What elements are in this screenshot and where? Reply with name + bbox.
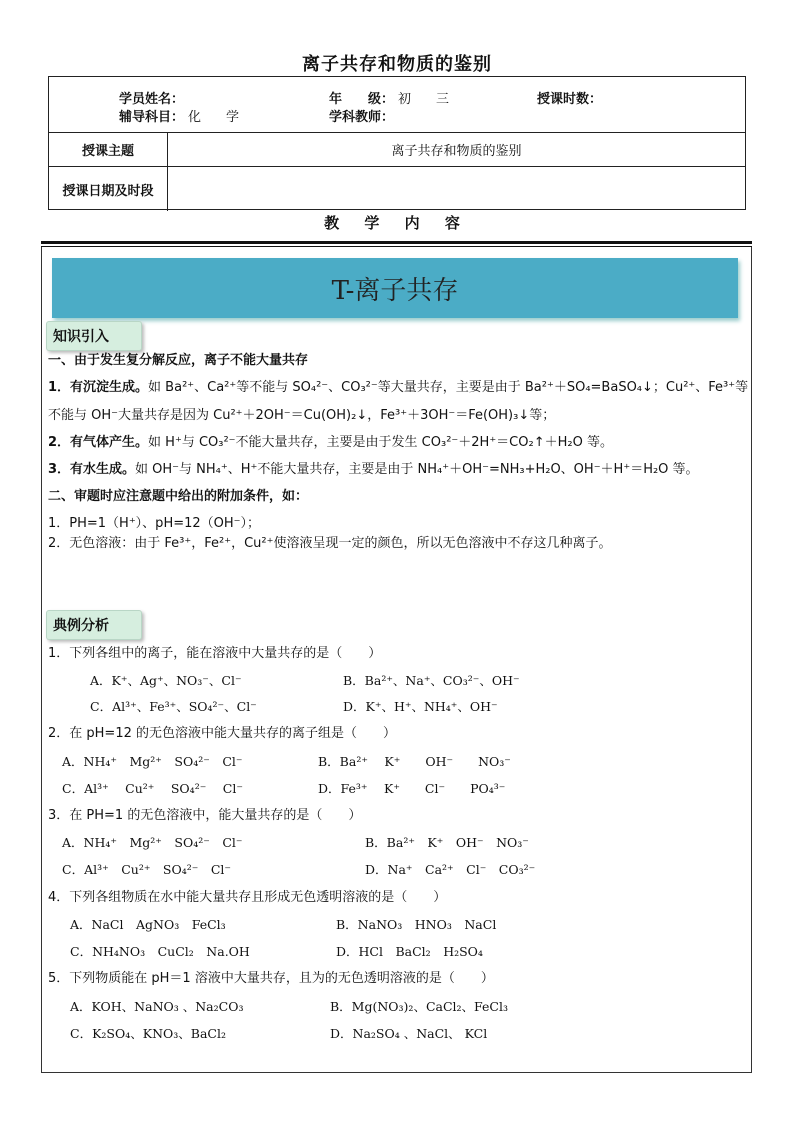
student-name-label: 学员姓名： — [119, 92, 185, 107]
option-c: C．K₂SO₄、KNO₃、BaCl₂ — [70, 1026, 226, 1041]
option-b: B．Ba²⁺ K⁺ OH⁻ NO₃⁻ — [318, 754, 511, 769]
option-d: D．Na⁺ Ca²⁺ Cl⁻ CO₃²⁻ — [365, 862, 536, 877]
point-title: 1．有沉淀生成。 — [48, 380, 149, 395]
date-label: 授课日期及时段 — [49, 167, 168, 211]
section-banner: T-离子共存 — [52, 258, 738, 318]
option-d: D．HCl BaCl₂ H₂SO₄ — [336, 944, 483, 959]
point-title: 3．有水生成。 — [48, 462, 136, 477]
lesson-hours-label: 授课时数： — [537, 92, 603, 107]
lesson-info-table — [48, 76, 746, 210]
option-a: A．K⁺、Ag⁺、NO₃⁻、Cl⁻ — [90, 673, 242, 688]
subject-field — [119, 106, 245, 125]
condition-1: 1．PH=1（H⁺）、pH=12（OH⁻）； — [48, 516, 261, 531]
option-c: C．NH₄NO₃ CuCl₂ Na.OH — [70, 944, 250, 959]
date-row — [49, 166, 745, 211]
option-b: B．Ba²⁺ K⁺ OH⁻ NO₃⁻ — [365, 835, 529, 850]
option-a: A．KOH、NaNO₃ 、Na₂CO₃ — [70, 999, 244, 1014]
option-c: C．Al³⁺ Cu²⁺ SO₄²⁻ Cl⁻ — [62, 781, 243, 796]
option-b: B．Mg(NO₃)₂、CaCl₂、FeCl₃ — [330, 999, 508, 1014]
grade-label: 年 级： — [329, 92, 395, 107]
divider — [41, 241, 752, 244]
teaching-content-heading: 教 学 内 容 — [324, 214, 470, 232]
option-c: C．Al³⁺、Fe³⁺、SO₄²⁻、Cl⁻ — [90, 699, 257, 714]
subject-label: 辅导科目： — [119, 110, 185, 125]
option-c: C．Al³⁺ Cu²⁺ SO₄²⁻ Cl⁻ — [62, 862, 232, 877]
question-stem: 2．在 pH=12 的无色溶液中能大量共存的离子组是（ ） — [48, 726, 396, 741]
topic-row — [49, 132, 745, 166]
point-text: 如 Ba²⁺、Ca²⁺等不能与 SO₄²⁻、CO₃²⁻等大量共存，主要是由于 Ba²⁺＋SO₄=BaSO₄↓；Cu²⁺、Fe³⁺等 — [148, 380, 749, 395]
subject-value: 化 学 — [188, 110, 246, 125]
option-a: A．NaCl AgNO₃ FeCl₃ — [70, 917, 226, 932]
option-d: D．K⁺、H⁺、NH₄⁺、OH⁻ — [343, 699, 498, 714]
option-b: B．NaNO₃ HNO₃ NaCl — [336, 917, 497, 932]
knowledge-intro-tag: 知识引入 — [46, 321, 142, 351]
example-analysis-tag: 典例分析 — [46, 610, 142, 640]
topic-label: 授课主题 — [49, 133, 168, 166]
point-text: 如 OH⁻与 NH₄⁺、H⁺不能大量共存，主要是由于 NH₄⁺＋OH⁻=NH₃+H₂O、OH⁻＋H⁺＝H₂O 等。 — [135, 462, 699, 477]
question-stem: 1．下列各组中的离子，能在溶液中大量共存的是（ ） — [48, 646, 382, 661]
date-value — [168, 167, 745, 211]
question-stem: 3．在 PH=1 的无色溶液中，能大量共存的是（ ） — [48, 808, 362, 823]
page-title: 离子共存和物质的鉴别 — [302, 54, 492, 75]
intro-point-1 — [48, 379, 748, 397]
intro-point-2 — [48, 434, 613, 452]
option-b: B．Ba²⁺、Na⁺、CO₃²⁻、OH⁻ — [343, 673, 520, 688]
intro-heading-1: 一、由于发生复分解反应，离子不能大量共存 — [48, 353, 309, 368]
grade-field — [329, 88, 455, 107]
intro-point-1-continued: 不能与 OH⁻大量共存是因为 Cu²⁺＋2OH⁻＝Cu(OH)₂↓，Fe³⁺＋3OH⁻＝Fe(OH)₃↓等； — [48, 408, 556, 423]
option-a: A．NH₄⁺ Mg²⁺ SO₄²⁻ Cl⁻ — [62, 754, 243, 769]
topic-value: 离子共存和物质的鉴别 — [391, 144, 522, 159]
question-stem: 4．下列各组物质在水中能大量共存且形成无色透明溶液的是（ ） — [48, 890, 447, 905]
option-a: A．NH₄⁺ Mg²⁺ SO₄²⁻ Cl⁻ — [62, 835, 243, 850]
intro-point-3 — [48, 461, 699, 479]
point-text: 如 H⁺与 CO₃²⁻不能大量共存，主要是由于发生 CO₃²⁻＋2H⁺＝CO₂↑＋H₂O 等。 — [148, 435, 613, 450]
option-d: D．Fe³⁺ K⁺ Cl⁻ PO₄³⁻ — [318, 781, 506, 796]
grade-value: 初 三 — [398, 92, 456, 107]
condition-2: 2．无色溶液：由于 Fe³⁺，Fe²⁺，Cu²⁺使溶液呈现一定的颜色，所以无色溶液中不存这几种离子。 — [48, 536, 612, 551]
intro-heading-2: 二、审题时应注意题中给出的附加条件，如： — [48, 489, 309, 504]
option-d: D．Na₂SO₄ 、NaCl、 KCl — [330, 1026, 488, 1041]
point-title: 2．有气体产生。 — [48, 435, 149, 450]
teacher-label: 学科教师： — [329, 110, 395, 125]
question-stem: 5．下列物质能在 pH＝1 溶液中大量共存，且为的无色透明溶液的是（ ） — [48, 971, 494, 986]
